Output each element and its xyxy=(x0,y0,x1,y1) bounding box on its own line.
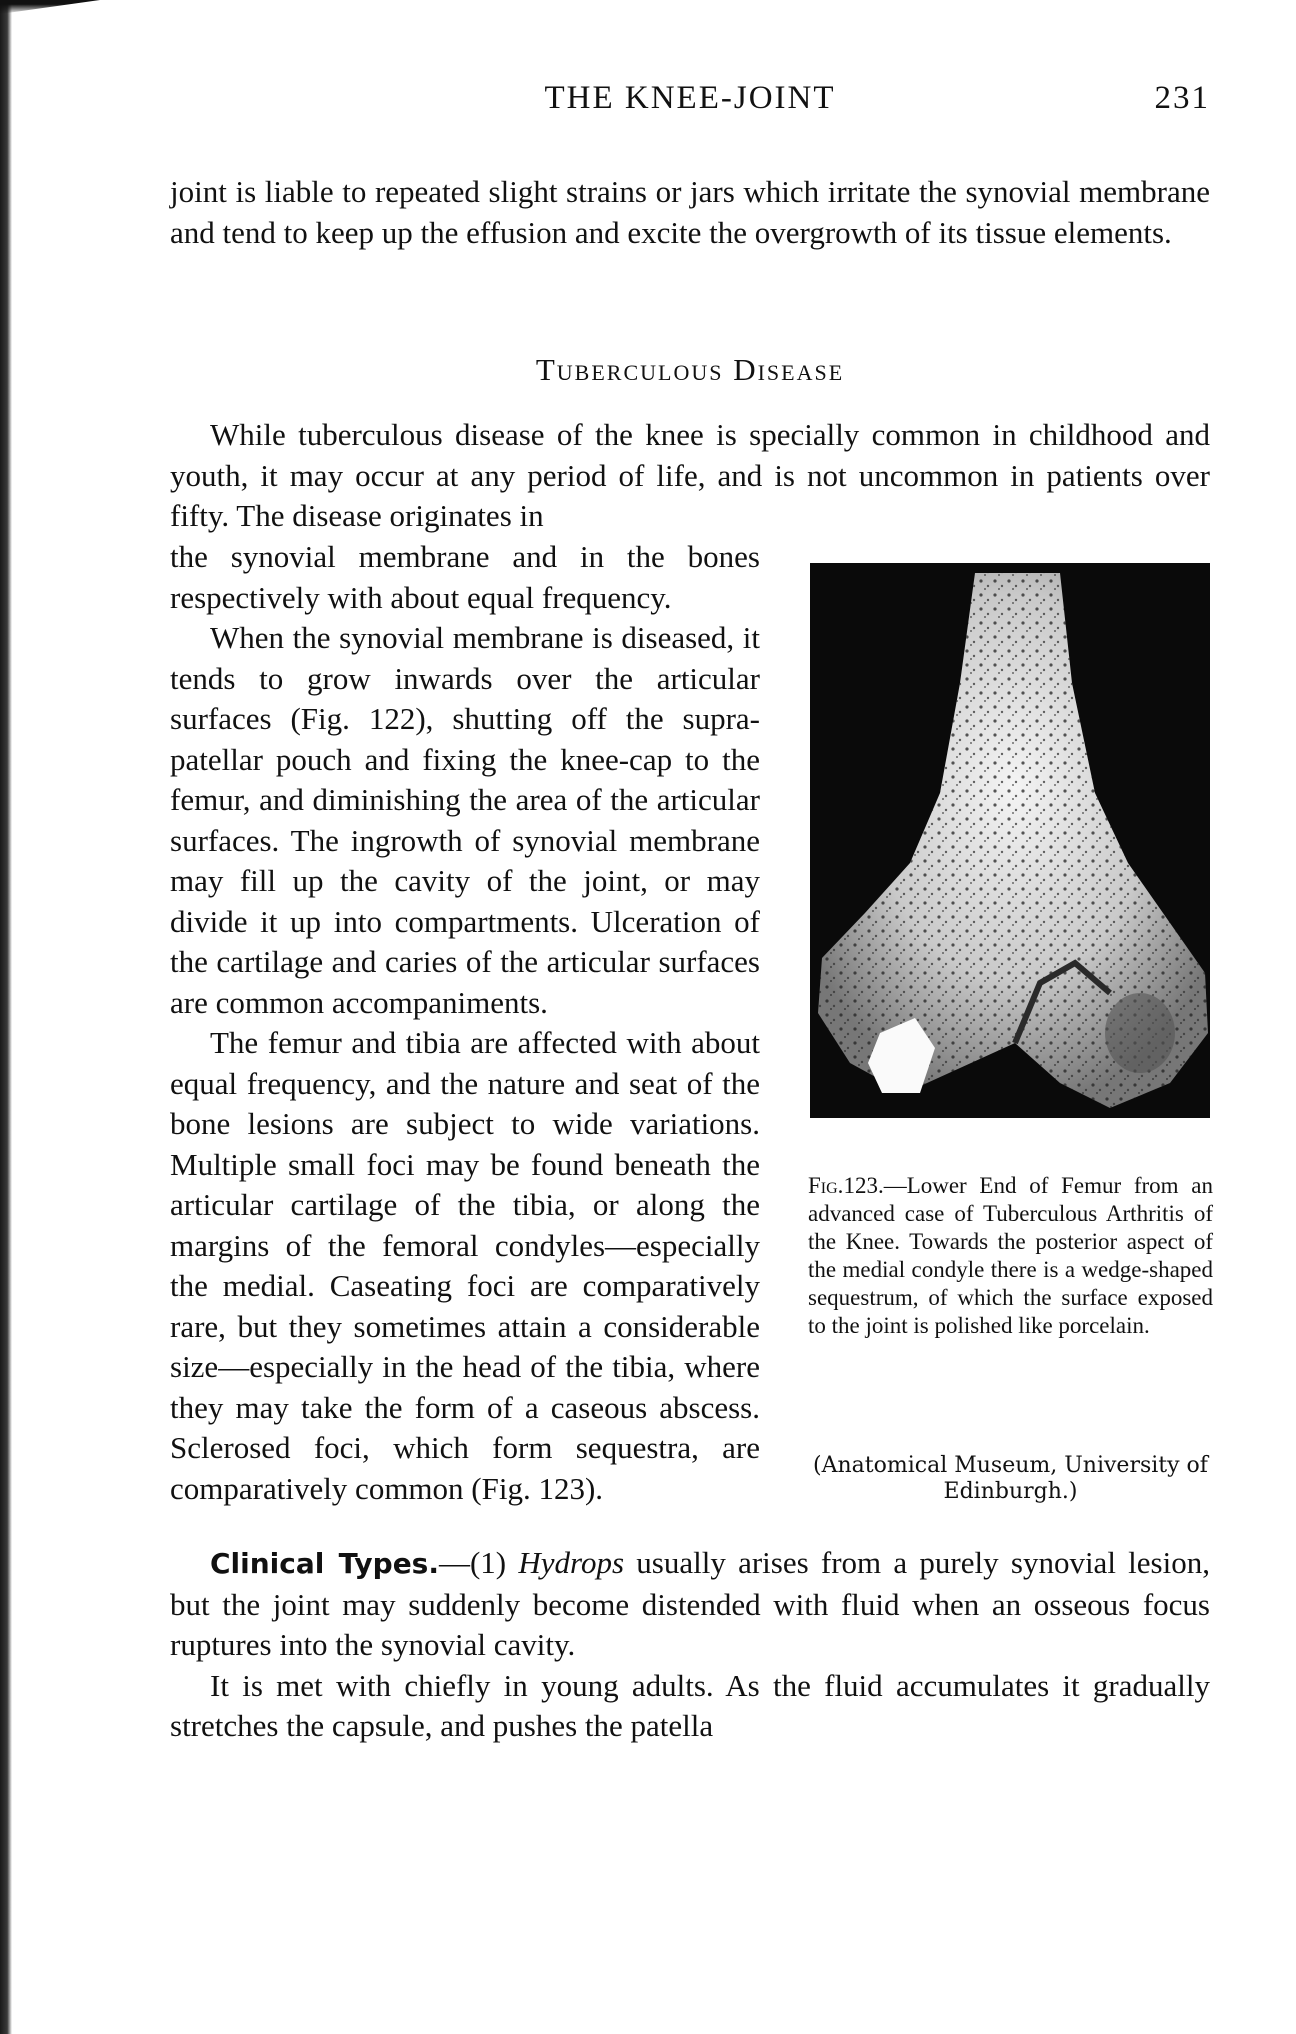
clinical-types-number: —(1) xyxy=(438,1545,519,1580)
figure-number: 123. xyxy=(843,1173,884,1198)
term-hydrops: Hydrops xyxy=(518,1545,625,1580)
paragraph-continued: joint is liable to repeated slight strains or jars which irritate the synovial membrane and tend to keep up the effusion and excite the overgrowth of its tissue elements. xyxy=(170,174,1210,250)
femur-illustration xyxy=(810,563,1210,1118)
page-corner-shadow xyxy=(0,0,100,14)
figure-label: Fig. xyxy=(808,1173,844,1198)
paragraph-intro: While tuberculous disease of the knee is specially common in childhood and youth, it may occur at any period of life, and is not uncommon in patients over fifty. The disease originates in xyxy=(170,417,1210,533)
paragraph-last: It is met with chiefly in young adults. As the fluid accumulates it gradually stretches the capsule, and pushes the patella xyxy=(170,1667,1210,1743)
paragraph-intro-continued: the synovial membrane and in the bones respectively with about equal frequency. xyxy=(170,539,760,615)
full-width-text xyxy=(170,1543,1210,1747)
clinical-types-heading: Clinical Types. xyxy=(210,1547,439,1580)
page-number: 231 xyxy=(1154,80,1210,116)
figure-femur-photo xyxy=(810,563,1210,1118)
figure-source: (Anatomical Museum, University of Edinburgh.) xyxy=(813,1453,1208,1504)
paragraph-femur-tibia: The femur and tibia are affected with about equal frequency, and the nature and seat of the bone lesions are subject to wide variations. Multiple small foci may be found beneath the articular cartilage of the tibia, or along the margins of the femoral condyles—especially the medial. Caseating foci are comparatively rare, but they sometimes attain a considerable size—especially in the head of the tibia, where they may take the form of a caseous abscess. Sclerosed foci, which form sequestra, are comparatively common (Fig. 123). xyxy=(170,1025,760,1506)
running-head: THE KNEE-JOINT xyxy=(544,80,836,116)
paragraph-clinical-types xyxy=(170,1543,1210,1666)
paragraph-synovial: When the synovial membrane is diseased, it tends to grow inwards over the articular surfaces (Fig. 122), shutting off the supra-patellar pouch and fixing the knee-cap to the femur, and diminishing the area of the articular surfaces. The ingrowth of synovial membrane may fill up the cavity of the joint, or may divide it up into compartments. Ulceration of the cartilage and caries of the articular surfaces are common accompaniments. xyxy=(170,620,760,1020)
book-spine-edge xyxy=(0,0,12,2034)
figure-caption-text: —Lower End of Femur from an advanced case of Tuberculous Arthritis of the Knee. Towards the posterior aspect of the medial condyle there is a wedge-shaped sequestrum, of which the surface exposed to the joint is polished like porcelain. xyxy=(808,1173,1213,1338)
clinical-types-text: usually arises from a purely synovial lesion, but the joint may suddenly become distended with fluid when an osseous focus ruptures into the synovial cavity. xyxy=(170,1545,1210,1662)
section-title: Tuberculous Disease xyxy=(535,352,845,387)
figure-caption xyxy=(808,1172,1213,1340)
page-header xyxy=(170,80,1210,130)
